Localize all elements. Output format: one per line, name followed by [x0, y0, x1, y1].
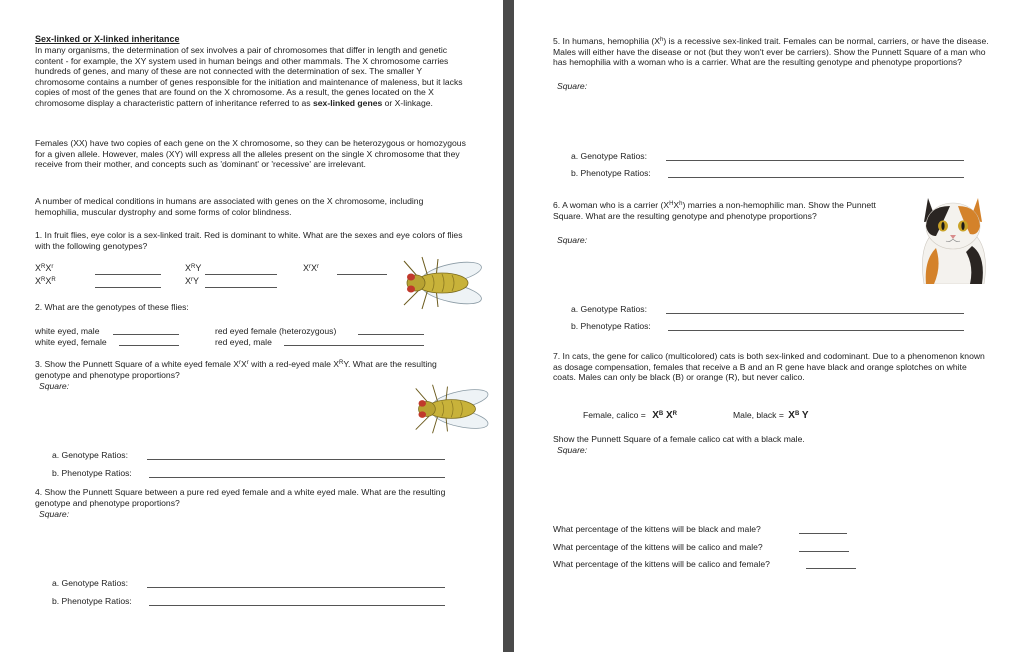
genotype-ratios-label: a. Genotype Ratios:	[52, 450, 128, 460]
answer-line[interactable]	[205, 287, 277, 288]
answer-line[interactable]	[806, 568, 856, 569]
pct-calico-male: What percentage of the kittens will be calico and male?	[553, 542, 763, 552]
answer-line[interactable]	[119, 345, 179, 346]
question-1: 1. In fruit flies, eye color is a sex-linked trait. Red is dominant to white. What are the sexes and eye colors of flies with the following genotypes?	[35, 230, 463, 251]
answer-line[interactable]	[95, 287, 161, 288]
square-label: Square:	[557, 81, 588, 91]
genotype-XrY: $X^rY$	[185, 276, 200, 286]
right-page	[514, 0, 1024, 652]
phenotype-ratios-label: b. Phenotype Ratios:	[571, 321, 651, 331]
genotype-XRY: $X^RY$	[185, 263, 202, 273]
female-calico-genotype: $X^B$ $X^R$	[652, 410, 678, 421]
intro-paragraph-2: Females (XX) have two copies of each gene on the X chromosome, so they can be heterozygous or homozygous for a given allele. However, males (XY) will express all the alleles present on the single X chromosome that they receive from their mother, and concepts such as 'dominant' or 'recessive' are irrelevant.	[35, 138, 466, 170]
calico-cat-image	[914, 186, 992, 284]
answer-line[interactable]	[666, 313, 964, 314]
page-title: Sex-linked or X-linked inheritance	[35, 34, 180, 44]
female-calico-label: Female, calico = $X^B$ $X^R$	[583, 410, 678, 421]
q2-item-white-male: white eyed, male	[35, 326, 100, 336]
left-page	[0, 0, 503, 652]
question-7: 7. In cats, the gene for calico (multicolored) cats is both sex-linked and codominant. Due to a phenomenon known as dosage compensation, females that receive a B and an R gene have black and orange splotches on white coats. Males can only be black (B) or orange (R), but never calico.	[553, 351, 985, 383]
genotype-XRXr: $X^RX^r$	[35, 263, 54, 273]
square-label: Square:	[39, 509, 70, 519]
answer-line[interactable]	[95, 274, 161, 275]
question-4: 4. Show the Punnett Square between a pure red eyed female and a white eyed male. What are the resulting genotype and phenotype proportions?	[35, 487, 446, 508]
page-gutter	[503, 0, 514, 652]
square-label: Square:	[39, 381, 70, 391]
intro-paragraph-1: In many organisms, the determination of sex involves a pair of chromosomes that differ in length and genetic content - for example, the XY system used in human beings and other mammals. The X chromosome carries hundreds of genes, and many of these are not connected with the determination of sex. The smaller Y chromosome contains a number of genes responsible for the initiation and maintenance of maleness, but it lacks copies of most of the genes that are found on the X chromosome. As a result, the genes located on the X chromosome display a characteristic pattern of inheritance referred to as sex-linked genes or X-linkage.	[35, 45, 463, 108]
genotype-XRXR: $X^RX^R$	[35, 276, 56, 286]
answer-line[interactable]	[799, 551, 849, 552]
answer-line[interactable]	[668, 330, 964, 331]
phenotype-ratios-label: b. Phenotype Ratios:	[571, 168, 651, 178]
phenotype-ratios-label: b. Phenotype Ratios:	[52, 468, 132, 478]
question-5: 5. In humans, hemophilia $(X^h)$ is a recessive sex-linked trait. Females can be normal, carriers, or have the disease. Males will either have the disease or not (but they won't ever be carriers). Show the Punnett Square of a man who has hemophilia with a woman who is a carrier. What are the resulting genotype and phenotype proportions?	[553, 36, 989, 68]
genotype-XrXr: $X^rX^r$	[303, 263, 320, 273]
answer-line[interactable]	[799, 533, 847, 534]
answer-line[interactable]	[666, 160, 964, 161]
question-7-task: Show the Punnett Square of a female calico cat with a black male.	[553, 434, 805, 444]
answer-line[interactable]	[113, 334, 179, 335]
question-6: 6. A woman who is a carrier $(X^HX^h)$ marries a non-hemophilic man. Show the Punnett Square. What are the resulting genotype and phenotype proportions?	[553, 200, 876, 221]
genotype-ratios-label: a. Genotype Ratios:	[571, 304, 647, 314]
pct-calico-female: What percentage of the kittens will be calico and female?	[553, 559, 770, 569]
phenotype-ratios-label: b. Phenotype Ratios:	[52, 596, 132, 606]
genotype-ratios-label: a. Genotype Ratios:	[571, 151, 647, 161]
q2-item-white-female: white eyed, female	[35, 337, 107, 347]
pct-black-male: What percentage of the kittens will be black and male?	[553, 524, 761, 534]
q2-item-red-female: red eyed female (heterozygous)	[215, 326, 337, 336]
answer-line[interactable]	[147, 587, 445, 588]
square-label: Square:	[557, 235, 588, 245]
answer-line[interactable]	[337, 274, 387, 275]
answer-line[interactable]	[284, 345, 424, 346]
question-2: 2. What are the genotypes of these flies:	[35, 302, 189, 312]
answer-line[interactable]	[149, 477, 445, 478]
answer-line[interactable]	[147, 459, 445, 460]
answer-line[interactable]	[668, 177, 964, 178]
answer-line[interactable]	[358, 334, 424, 335]
male-black-label: Male, black = $X^B$ Y	[733, 410, 809, 421]
question-3: 3. Show the Punnett Square of a white eyed female $X^rX^r$ with a red-eyed male $X^RY$. What are the resulting genotype and phenotype proportions?	[35, 359, 437, 380]
fruit-fly-image	[396, 253, 494, 313]
q2-item-red-male: red eyed, male	[215, 337, 272, 347]
answer-line[interactable]	[149, 605, 445, 606]
genotype-ratios-label: a. Genotype Ratios:	[52, 578, 128, 588]
intro-paragraph-3: A number of medical conditions in humans are associated with genes on the X chromosome, including hemophilia, muscular dystrophy and some forms of color blindness.	[35, 196, 424, 217]
answer-line[interactable]	[205, 274, 277, 275]
square-label: Square:	[557, 445, 588, 455]
fruit-fly-image	[408, 381, 500, 437]
male-black-genotype: $X^B$ Y	[788, 410, 809, 421]
